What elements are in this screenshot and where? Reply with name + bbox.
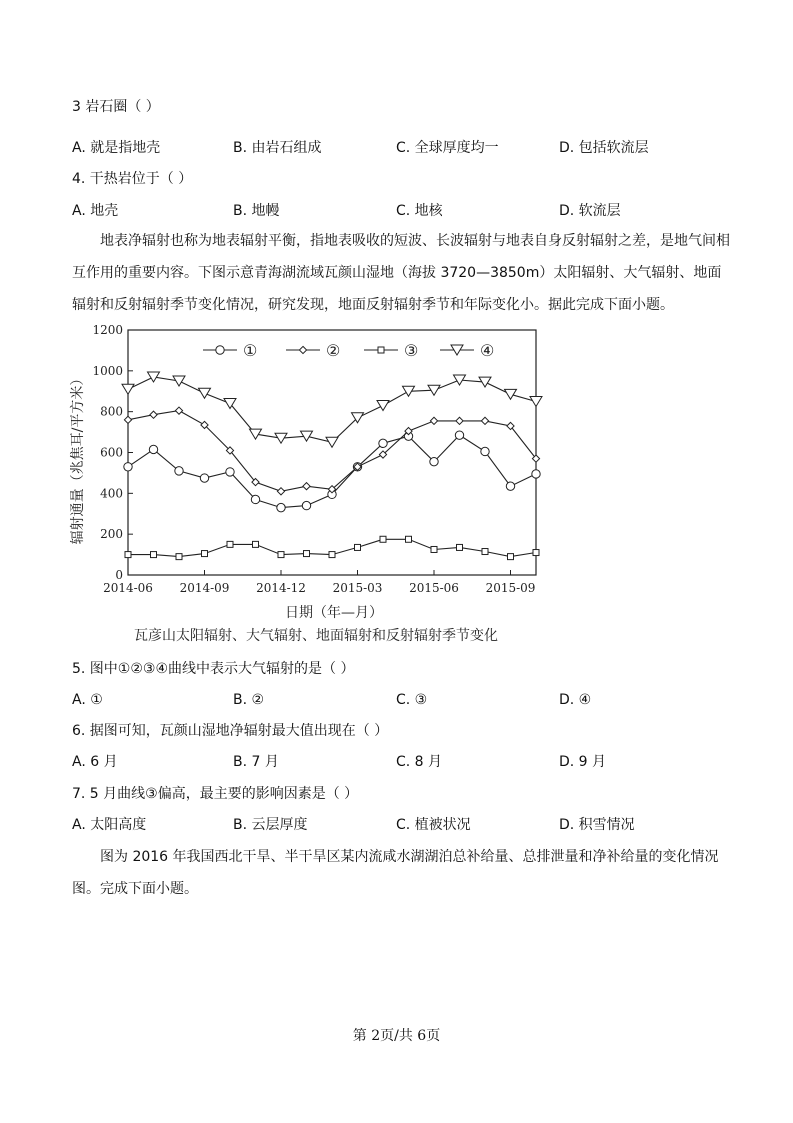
series-3-point	[431, 546, 437, 552]
series-4-point	[122, 384, 134, 394]
q7-stem: 7. 5 月曲线③偏高，最主要的影响因素是（ ）	[72, 786, 359, 802]
series-3-point	[176, 554, 182, 560]
q6-option-b: B. 7 月	[233, 754, 279, 770]
series-3-point	[304, 551, 310, 557]
chart-title: 瓦彦山太阳辐射、大气辐射、地面辐射和反射辐射季节变化	[134, 628, 498, 644]
legend-marker-3	[378, 347, 384, 353]
y-tick-label: 800	[100, 404, 123, 419]
series-3-point	[406, 536, 412, 542]
q4-stem: 4. 干热岩位于（ ）	[72, 171, 193, 187]
series-3-point	[355, 544, 361, 550]
q4-option-d: D. 软流层	[559, 203, 621, 219]
legend-label-3: ③	[404, 341, 419, 360]
q6-option-c: C. 8 月	[396, 754, 443, 770]
q3-option-a: A. 就是指地壳	[72, 140, 161, 156]
q7-option-d: D. 积雪情况	[559, 817, 635, 833]
series-line-2	[128, 411, 536, 492]
series-4-point	[326, 437, 338, 447]
q3-option-b: B. 由岩石组成	[233, 140, 322, 156]
q5-option-b: B. ②	[233, 692, 265, 708]
q3-option-c: C. 全球厚度均一	[396, 140, 499, 156]
x-tick-label: 2015-06	[409, 581, 459, 595]
q3-option-d: D. 包括软流层	[559, 140, 649, 156]
series-4-point	[530, 396, 542, 406]
series-4-point	[377, 401, 389, 411]
series-1-point	[302, 501, 310, 509]
series-4-point	[250, 429, 262, 439]
q5-option-c: C. ③	[396, 692, 428, 708]
series-1-point	[149, 445, 157, 453]
q6-option-d: D. 9 月	[559, 754, 607, 770]
y-tick-label: 400	[100, 486, 123, 501]
series-1-point	[200, 474, 208, 482]
series-3-point	[508, 554, 514, 560]
series-3-point	[151, 552, 157, 558]
series-line-4	[128, 377, 536, 442]
x-tick-label: 2015-03	[332, 581, 383, 595]
series-2-point	[175, 407, 182, 414]
q7-option-c: C. 植被状况	[396, 817, 471, 833]
series-3-point	[329, 552, 335, 558]
intro-paragraph-2: 图为 2016 年我国西北干旱、半干旱区某内流咸水湖湖泊总补给量、总排泄量和净补给量的变化情况图。完成下面小题。	[72, 849, 719, 897]
series-3-point	[457, 544, 463, 550]
series-4-point	[505, 389, 517, 399]
series-2-point	[303, 483, 310, 490]
series-4-point	[199, 388, 211, 398]
y-tick-label: 200	[100, 527, 123, 542]
series-2-point	[481, 417, 488, 424]
series-1-point	[379, 439, 387, 447]
q3-stem: 3 岩石圈（ ）	[72, 99, 160, 115]
series-3-point	[253, 541, 259, 547]
x-axis-label: 日期（年—月）	[285, 605, 383, 621]
series-2-point	[456, 417, 463, 424]
y-tick-label: 1200	[92, 323, 123, 337]
plot-frame	[128, 330, 536, 575]
q7-option-a: A. 太阳高度	[72, 817, 147, 833]
radiation-chart	[68, 318, 548, 648]
series-1-point	[506, 482, 514, 490]
series-4-point	[224, 399, 236, 409]
series-3-point	[227, 541, 233, 547]
series-1-point	[251, 495, 259, 503]
series-2-point	[150, 411, 157, 418]
series-1-point	[430, 457, 438, 465]
y-tick-label: 1000	[92, 363, 123, 378]
x-tick-label: 2014-09	[179, 581, 230, 595]
series-2-point	[124, 416, 131, 423]
x-tick-label: 2014-06	[103, 581, 153, 595]
series-3-point	[533, 550, 539, 556]
series-2-point	[277, 488, 284, 495]
q5-option-d: D. ④	[559, 692, 592, 708]
series-4-point	[173, 376, 185, 386]
q6-option-a: A. 6 月	[72, 754, 118, 770]
series-1-point	[124, 463, 132, 471]
series-2-point	[430, 417, 437, 424]
series-1-point	[455, 431, 463, 439]
q4-option-c: C. 地核	[396, 203, 443, 219]
series-4-point	[148, 372, 160, 382]
series-3-point	[202, 551, 208, 557]
series-1-point	[532, 470, 540, 478]
y-tick-label: 0	[115, 568, 123, 582]
series-3-point	[125, 552, 131, 558]
x-tick-label: 2015-09	[485, 581, 536, 595]
q5-option-a: A. ①	[72, 692, 103, 708]
legend-label-4: ④	[480, 341, 495, 360]
series-3-point	[380, 536, 386, 542]
y-axis-label: 辐射通量（兆焦耳/平方米）	[70, 371, 86, 545]
x-tick-label: 2014-12	[256, 581, 306, 595]
legend-marker-1	[216, 346, 224, 354]
legend-label-2: ②	[326, 341, 341, 360]
page-footer: 第 2页/共 6页	[352, 1028, 441, 1044]
q4-option-a: A. 地壳	[72, 203, 119, 219]
q7-option-b: B. 云层厚度	[233, 817, 308, 833]
series-1-point	[277, 503, 285, 511]
series-3-point	[482, 549, 488, 555]
series-1-point	[175, 467, 183, 475]
series-1-point	[226, 468, 234, 476]
q5-stem: 5. 图中①②③④曲线中表示大气辐射的是（ ）	[72, 661, 355, 677]
legend-marker-2	[299, 346, 306, 353]
q6-stem: 6. 据图可知，瓦颜山湿地净辐射最大值出现在（ ）	[72, 723, 389, 739]
legend-label-1: ①	[243, 341, 258, 360]
intro-paragraph-1: 地表净辐射也称为地表辐射平衡，指地表吸收的短波、长波辐射与地表自身反射辐射之差，是地气间相互作用的重要内容。下图示意青海湖流域瓦颜山湿地（海拔 3720—3850m）太阳辐射、大气辐射、地面辐射和反射辐射季节变化情况，研究发现，地面反射辐射季节和年际变化小。据此完成下面小题。	[72, 233, 730, 313]
series-1-point	[481, 447, 489, 455]
y-tick-label: 600	[100, 445, 123, 460]
q4-option-b: B. 地幔	[233, 203, 280, 219]
series-3-point	[278, 552, 284, 558]
